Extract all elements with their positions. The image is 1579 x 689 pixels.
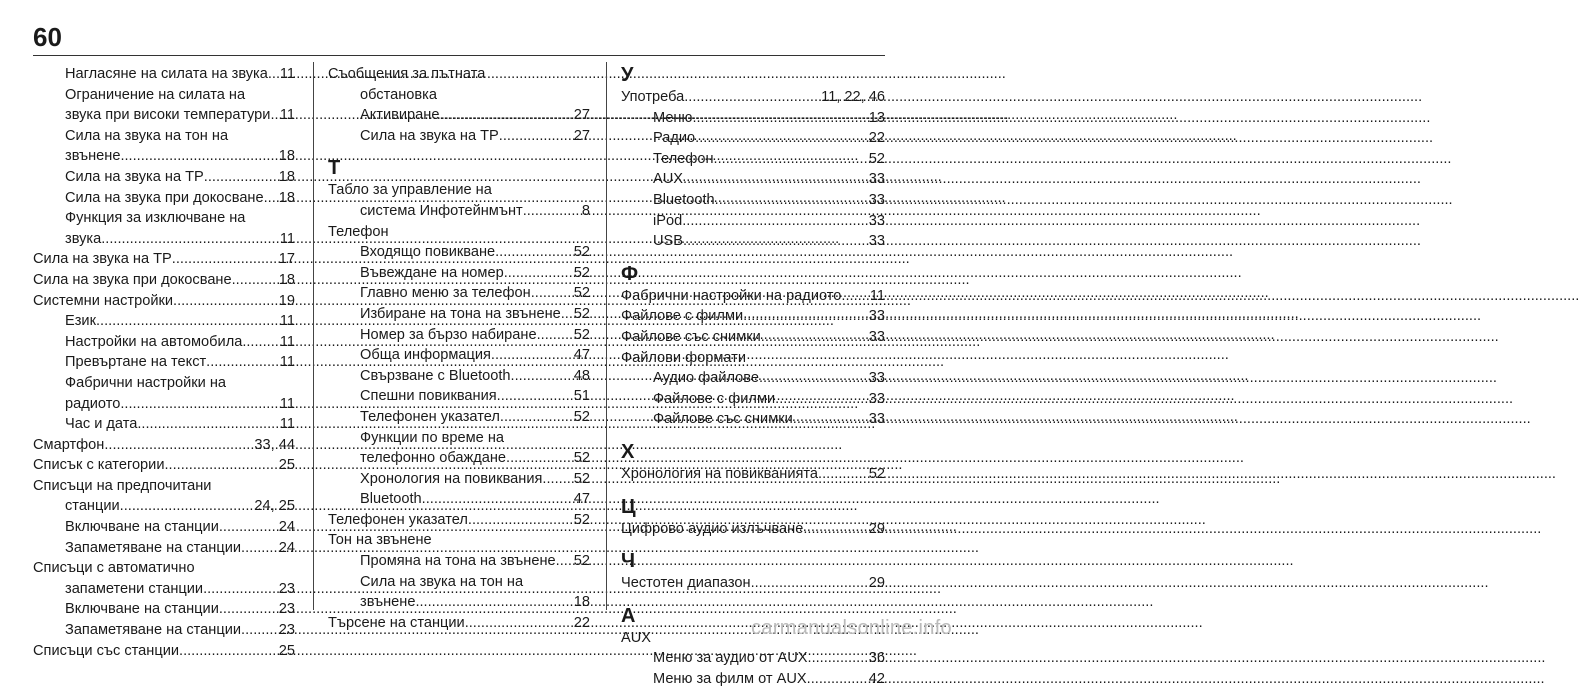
index-entry-text: Превъртане на текст	[65, 354, 207, 371]
dot-leader	[692, 108, 867, 129]
index-entry-page: 52	[573, 553, 590, 570]
index-entry	[328, 592, 590, 613]
dot-leader	[511, 366, 573, 387]
index-entry	[33, 599, 295, 620]
index-entry-text: Файлове с филми	[653, 390, 776, 407]
dot-leader	[556, 551, 573, 572]
index-entry-page: 33	[868, 411, 885, 428]
index-entry	[33, 373, 295, 394]
index-entry-page: 52	[573, 470, 590, 487]
dot-leader	[500, 407, 573, 428]
index-entry-text: Функция за изключване на	[65, 210, 246, 227]
index-column-1	[33, 64, 295, 661]
index-entry-text: Хронология на повикванията	[621, 465, 819, 482]
index-entry-page: 11	[279, 333, 295, 350]
index-entry-text: Спешни повиквания	[360, 388, 497, 405]
index-entry-text: Сила на звука на тон на	[65, 127, 229, 144]
index-entry-text: Запаметяване на станции	[65, 622, 242, 639]
index-entry	[328, 85, 590, 106]
dot-leader	[268, 64, 279, 85]
index-section-letter: У	[621, 64, 634, 86]
index-entry-page: 17	[278, 251, 295, 268]
page-number: 60	[33, 22, 62, 52]
index-entry-text: Файлове с филми	[621, 308, 744, 325]
index-entry	[328, 263, 590, 284]
index-entry	[328, 222, 590, 243]
index-entry-page: 29	[868, 575, 885, 592]
index-entry-text: Телефонен указател	[360, 408, 500, 425]
dot-leader	[561, 304, 573, 325]
index-entry-text: Сила на звука на TP	[65, 168, 204, 185]
index-entry-text: Меню за аудио от AUX	[653, 650, 808, 667]
index-entry	[328, 242, 590, 263]
dot-leader	[219, 599, 278, 620]
index-entry-page: 36	[868, 650, 885, 667]
index-entry	[621, 573, 885, 594]
header-rule	[33, 55, 885, 56]
column-divider-1	[313, 62, 314, 610]
index-entry	[33, 105, 295, 126]
index-entry	[328, 530, 590, 551]
index-entry-text: телефонно обаждане	[360, 450, 507, 467]
index-entry-text: звука	[65, 230, 102, 247]
index-entry	[621, 306, 885, 327]
index-entry-page: 33	[868, 233, 885, 250]
dot-leader	[714, 149, 868, 170]
index-entry-text: Функции по време на	[360, 429, 504, 446]
index-entry-page: 24	[278, 519, 295, 536]
index-entry-text: Език	[65, 313, 96, 330]
index-entry	[328, 366, 590, 387]
index-entry	[328, 428, 590, 449]
index-entry-text: Сила на звука при докосване	[33, 271, 232, 288]
index-entry-text: Bluetooth	[360, 491, 422, 508]
index-entry-text: Файлови формати	[621, 349, 747, 366]
dot-leader	[203, 579, 278, 600]
index-entry-page: 52	[868, 150, 885, 167]
index-entry	[621, 348, 885, 369]
dot-leader	[542, 469, 572, 490]
dot-leader	[537, 325, 573, 346]
index-entry-page: 33	[868, 212, 885, 229]
index-entry-page: 52	[573, 326, 590, 343]
dot-leader	[164, 455, 277, 476]
dot-leader	[775, 389, 868, 410]
dot-leader	[497, 386, 573, 407]
index-entry-text: Честотен диапазон	[621, 575, 751, 592]
index-entry	[33, 517, 295, 538]
index-entry-page: 52	[573, 264, 590, 281]
dot-leader	[104, 435, 253, 456]
index-entry-text: Списъци с автоматично	[33, 560, 195, 577]
index-entry	[33, 620, 295, 641]
index-entry	[33, 291, 295, 312]
dot-leader	[242, 332, 279, 353]
index-entry	[33, 538, 295, 559]
dot-leader	[101, 229, 279, 250]
index-entry-text: Списък с категории	[33, 457, 165, 474]
index-entry-text: Входящо повикване	[360, 244, 496, 261]
index-entry-text: обстановка	[360, 86, 437, 103]
index-entry-text: Цифрово аудио излъчване	[621, 520, 804, 537]
index-entry	[328, 551, 590, 572]
dot-leader	[179, 641, 278, 662]
index-entry	[33, 270, 295, 291]
index-section-letter: Ц	[621, 495, 636, 518]
dot-leader	[268, 188, 278, 209]
index-entry	[33, 229, 295, 250]
dot-leader	[241, 620, 278, 641]
index-entry-page: 52	[868, 465, 885, 482]
index-entry-page: 25	[278, 642, 295, 659]
index-entry-text: Фабрични настройки на радиото	[621, 287, 842, 304]
index-entry-page: 33	[868, 328, 885, 345]
index-entry	[328, 126, 590, 147]
index-entry-text: Въвеждане на номер	[360, 264, 504, 281]
index-entry	[621, 149, 885, 170]
dot-leader	[120, 394, 279, 415]
dot-leader	[495, 242, 573, 263]
dot-leader	[808, 648, 868, 669]
index-entry-text: станции	[65, 498, 120, 515]
index-entry-text: Аудио файлове	[653, 370, 759, 387]
index-entry	[621, 519, 885, 540]
index-entry-page: 42	[868, 670, 885, 687]
dot-leader	[241, 538, 278, 559]
index-entry-page: 11	[279, 230, 295, 247]
index-entry-text: Нагласяне на силата на звука	[65, 66, 268, 82]
index-entry	[33, 249, 295, 270]
index-entry	[33, 496, 295, 517]
dot-leader	[415, 592, 572, 613]
index-entry	[328, 283, 590, 304]
index-entry	[621, 409, 885, 430]
index-entry	[621, 190, 885, 211]
index-entry-page: 11	[869, 287, 885, 304]
dot-leader	[803, 519, 867, 540]
dot-leader	[491, 345, 573, 366]
index-entry-text: Съобщения за пътната	[328, 66, 486, 82]
index-entry	[328, 201, 590, 222]
index-entry-page: 23	[278, 601, 295, 618]
index-entry-text: запаметени станции	[65, 580, 204, 597]
index-entry-page: 11	[279, 313, 295, 330]
index-entry	[33, 641, 295, 662]
dot-leader	[531, 283, 573, 304]
index-entry	[33, 476, 295, 497]
index-entry-page: 11	[279, 395, 295, 412]
index-entry-page: 52	[573, 450, 590, 467]
index-entry	[328, 489, 590, 510]
index-entry-text: Свързване с Bluetooth	[360, 367, 511, 384]
index-entry-page: 22	[868, 130, 885, 147]
index-entry-page: 11	[279, 107, 295, 124]
dot-leader	[96, 311, 279, 332]
index-entry-page: 11	[279, 354, 295, 371]
index-entry	[328, 304, 590, 325]
index-column-3	[621, 64, 885, 689]
index-entry-text: Промяна на тона на звънене	[360, 553, 556, 570]
index-entry	[33, 126, 295, 147]
index-entry-page: 24, 25	[254, 498, 295, 515]
index-entry-text: AUX	[621, 629, 652, 646]
index-entry-page: 22	[573, 614, 590, 631]
index-entry	[328, 345, 590, 366]
index-entry-text: Списъци със станции	[33, 642, 180, 659]
index-entry-page: 18	[573, 594, 590, 611]
dot-leader	[818, 464, 868, 485]
index-entry-text: Ограничение на силата на	[65, 86, 246, 103]
index-section-letter: А	[621, 604, 636, 627]
index-entry	[621, 669, 885, 689]
index-entry-text: Търсене на станции	[328, 614, 465, 631]
index-entry-text: Системни настройки	[33, 292, 174, 309]
index-entry	[33, 394, 295, 415]
index-entry-text: Меню за филм от AUX	[653, 670, 807, 687]
index-entry-text: Номер за бързо набиране	[360, 326, 537, 343]
index-entry-page: 11	[279, 66, 295, 82]
dot-leader	[759, 368, 868, 389]
index-section-letter: Т	[328, 157, 341, 180]
index-entry-text: Включване на станции	[65, 519, 219, 536]
index-entry	[328, 180, 590, 201]
index-entry	[33, 146, 295, 167]
index-entry-text: Телефонен указател	[328, 511, 468, 528]
index-entry	[328, 325, 590, 346]
index-entry	[328, 469, 590, 490]
dot-leader	[270, 105, 278, 126]
index-entry-text: Фабрични настройки на	[65, 374, 227, 391]
index-entry-page: 33, 44	[254, 436, 295, 453]
dot-leader	[751, 573, 868, 594]
dot-leader	[219, 517, 278, 538]
index-entry	[621, 231, 885, 252]
dot-leader	[499, 126, 573, 147]
index-entry	[33, 435, 295, 456]
dot-leader	[172, 249, 278, 270]
dot-leader	[468, 510, 573, 531]
index-entry-page: 52	[573, 305, 590, 322]
dot-leader	[465, 613, 573, 634]
index-entry	[33, 332, 295, 353]
index-entry	[621, 211, 885, 232]
index-entry	[621, 368, 885, 389]
index-entry-page: 33	[868, 370, 885, 387]
index-entry-text: Запаметяване на станции	[65, 539, 242, 556]
dot-leader	[506, 448, 573, 469]
index-entry	[33, 208, 295, 229]
index-entry-page: 24	[278, 539, 295, 556]
dot-leader	[841, 286, 868, 307]
index-entry-text: iPod	[653, 212, 683, 229]
dot-leader	[232, 270, 278, 291]
index-entry-page: 25	[278, 457, 295, 474]
index-entry-page: 51	[573, 388, 590, 405]
dot-leader	[684, 87, 820, 108]
index-entry-page: 52	[573, 408, 590, 425]
index-entry-page: 52	[573, 244, 590, 261]
dot-leader	[523, 201, 581, 222]
index-entry-text: звънене	[65, 148, 121, 165]
index-entry-text: Включване на станции	[65, 601, 219, 618]
watermark: carmanualsonline.info	[751, 617, 952, 639]
index-entry-text: Сила на звука на тон на	[360, 573, 524, 590]
index-entry	[33, 352, 295, 373]
index-entry	[328, 407, 590, 428]
index-entry-text: Обща информация	[360, 347, 491, 364]
index-entry-text: Bluetooth	[653, 191, 715, 208]
index-entry-page: 23	[278, 580, 295, 597]
index-entry	[621, 108, 885, 129]
index-entry-text: AUX	[653, 171, 684, 188]
index-entry-page: 11, 22, 46	[821, 89, 885, 105]
index-entry	[33, 167, 295, 188]
dot-leader	[120, 496, 254, 517]
index-entry-page: 29	[868, 520, 885, 537]
dot-leader	[683, 169, 868, 190]
index-entry	[621, 464, 885, 485]
index-entry-text: Настройки на автомобила	[65, 333, 243, 350]
index-entry-text: Тон на звънене	[328, 532, 432, 549]
index-entry-page: 52	[573, 511, 590, 528]
index-entry	[33, 85, 295, 106]
index-entry-text: система Инфотейнмънт	[360, 202, 523, 219]
index-entry-page: 52	[573, 285, 590, 302]
index-entry-text: Табло за управление на	[328, 182, 492, 199]
index-entry	[621, 327, 885, 348]
index-entry-page: 48	[573, 367, 590, 384]
dot-leader	[504, 263, 573, 284]
index-entry-text: Файлове със снимки	[621, 328, 761, 345]
index-entry-page: 13	[868, 109, 885, 126]
index-entry-text: Избиране на тона на звънене	[360, 305, 561, 322]
index-section-letter: Ч	[621, 550, 636, 573]
index-entry-text: Активиране	[360, 107, 440, 124]
dot-leader	[120, 146, 277, 167]
index-entry	[621, 128, 885, 149]
index-entry	[621, 389, 885, 410]
index-entry-text: Телефон	[653, 150, 714, 167]
dot-leader	[761, 327, 868, 348]
dot-leader	[422, 489, 573, 510]
index-entry-text: Час и дата	[65, 416, 138, 433]
dot-leader	[682, 211, 868, 232]
dot-leader	[173, 291, 278, 312]
index-entry-page: 27	[573, 107, 590, 124]
dot-leader	[715, 190, 868, 211]
index-entry	[33, 311, 295, 332]
index-entry	[33, 64, 295, 85]
index-entry	[328, 510, 590, 531]
index-column-2	[328, 64, 590, 633]
dot-leader	[683, 231, 868, 252]
index-entry	[328, 448, 590, 469]
index-entry-page: 33	[868, 308, 885, 325]
index-entry-page: 11	[279, 416, 295, 433]
index-entry	[328, 572, 590, 593]
index-entry	[33, 455, 295, 476]
index-entry-text: Сила на звука на TP	[360, 127, 499, 144]
index-entry	[328, 613, 590, 634]
index-entry-text: радиото	[65, 395, 121, 412]
index-entry-page: 33	[868, 171, 885, 188]
index-entry-text: звука при високи температури	[65, 107, 271, 124]
index-entry	[33, 188, 295, 209]
index-entry	[33, 414, 295, 435]
index-entry	[621, 87, 885, 108]
dot-leader	[743, 306, 868, 327]
index-entry	[328, 386, 590, 407]
index-entry-page: 27	[573, 127, 590, 144]
dot-leader	[137, 414, 278, 435]
index-entry-text: Хронология на повиквания	[360, 470, 543, 487]
dot-leader	[206, 352, 279, 373]
index-entry-page: 18	[278, 168, 295, 185]
index-entry-text: Смартфон	[33, 436, 105, 453]
index-entry	[328, 105, 590, 126]
index-entry-page: 18	[278, 189, 295, 206]
index-entry	[621, 286, 885, 307]
index-section-letter: Ф	[621, 262, 639, 285]
index-entry-text: звънене	[360, 594, 416, 611]
index-entry-text: Радио	[653, 130, 696, 147]
index-entry-page: 47	[573, 347, 590, 364]
index-entry-text: USB	[653, 233, 684, 250]
dot-leader	[439, 105, 572, 126]
index-entry	[621, 648, 885, 669]
index-entry-page: 18	[278, 148, 295, 165]
index-entry-text: Сила на звука на TP	[33, 251, 172, 268]
index-entry-page: 18	[278, 271, 295, 288]
index-entry-text: Употреба	[621, 89, 685, 105]
index-entry	[328, 64, 590, 85]
index-entry-page: 33	[868, 390, 885, 407]
index-entry-page: 19	[278, 292, 295, 309]
dot-leader	[793, 409, 868, 430]
index-entry-page: 33	[868, 191, 885, 208]
index-entry-page: 8	[581, 202, 590, 219]
index-entry	[33, 558, 295, 579]
index-entry-text: Телефон	[328, 223, 389, 240]
dot-leader	[695, 128, 868, 149]
index-entry-text: Главно меню за телефон	[360, 285, 531, 302]
index-entry-page: 47	[573, 491, 590, 508]
column-divider-2	[606, 62, 607, 610]
index-entry	[621, 169, 885, 190]
index-section-letter: Х	[621, 440, 635, 463]
dot-leader	[807, 669, 868, 689]
index-entry-text: Списъци на предпочитани	[33, 477, 212, 494]
index-entry-text: Файлове със снимки	[653, 411, 793, 428]
index-entry-text: Сила на звука при докосване.	[65, 189, 268, 206]
index-entry-text: Меню	[653, 109, 693, 126]
index-entry-page: 23	[278, 622, 295, 639]
dot-leader	[204, 167, 278, 188]
index-entry	[33, 579, 295, 600]
